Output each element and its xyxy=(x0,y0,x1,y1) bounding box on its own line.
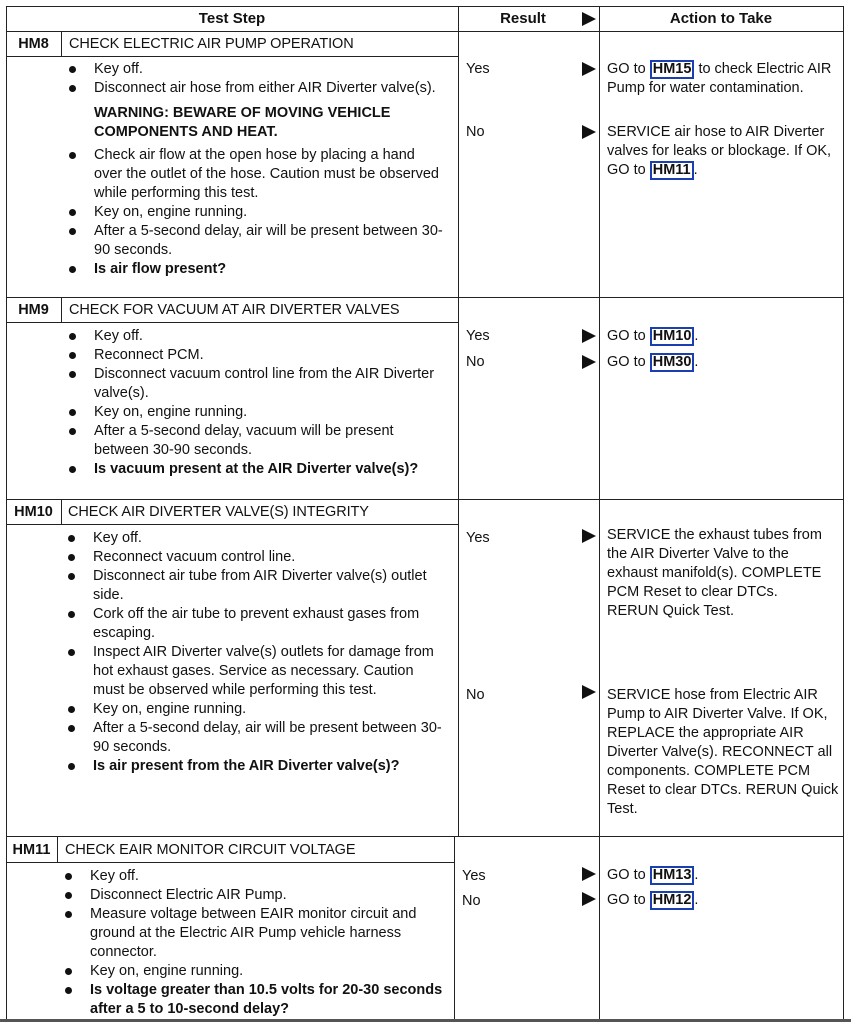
step-title: CHECK AIR DIVERTER VALVE(S) INTEGRITY xyxy=(68,504,369,520)
list-item: After a 5-second delay, air will be present between 30-90 seconds. xyxy=(67,222,447,260)
row-divider xyxy=(6,297,844,298)
list-item: Reconnect PCM. xyxy=(67,346,447,365)
action-post: . xyxy=(693,162,698,178)
question-item: Is air present from the AIR Diverter valve(s)? xyxy=(66,757,448,776)
result-label: Yes xyxy=(466,328,490,344)
result-label: Yes xyxy=(466,61,490,77)
step-title-underline xyxy=(6,322,458,323)
action-pre: GO to xyxy=(607,328,646,344)
step-title: CHECK EAIR MONITOR CIRCUIT VOLTAGE xyxy=(65,842,356,858)
step-reference-link[interactable]: HM10 xyxy=(650,327,695,346)
id-divider xyxy=(61,31,62,56)
header-action: Action to Take xyxy=(669,10,773,27)
list-item: Key on, engine running. xyxy=(67,403,447,422)
arrow-icon xyxy=(582,62,596,76)
result-label: No xyxy=(466,354,485,370)
arrow-icon xyxy=(582,329,596,343)
step-list xyxy=(67,327,447,479)
step-title-underline xyxy=(6,862,454,863)
list-item: Key off. xyxy=(67,60,447,79)
arrow-icon xyxy=(582,125,596,139)
question-item: Is air flow present? xyxy=(67,260,447,279)
action-pre: GO to xyxy=(607,892,646,908)
step-list xyxy=(63,867,445,1019)
list-item: Key off. xyxy=(66,529,448,548)
action-post: . xyxy=(694,354,699,370)
action-text xyxy=(607,327,839,346)
action-text xyxy=(607,60,839,98)
step-reference-link[interactable]: HM11 xyxy=(650,161,694,180)
action-text xyxy=(607,891,839,910)
arrow-icon xyxy=(582,867,596,881)
id-divider xyxy=(61,499,62,524)
action-text xyxy=(607,866,839,885)
action-post: . xyxy=(694,892,699,908)
id-divider xyxy=(57,836,58,862)
list-item: After a 5-second delay, vacuum will be present between 30-90 seconds. xyxy=(67,422,447,460)
column-divider xyxy=(599,6,600,1019)
table-right-border xyxy=(843,6,844,1019)
list-item: Check air flow at the open hose by placing a hand over the outlet of the hose. Caution must be observed while performing this test. xyxy=(67,146,447,203)
id-divider xyxy=(61,297,62,322)
step-id: HM11 xyxy=(12,842,51,858)
step-title-underline xyxy=(6,524,458,525)
list-item: Reconnect vacuum control line. xyxy=(66,548,448,567)
list-item: Key on, engine running. xyxy=(63,962,445,981)
step-list xyxy=(66,529,448,776)
action-post: to check Electric AIR Pump for water contamination. xyxy=(607,61,832,96)
list-item: Key on, engine running. xyxy=(66,700,448,719)
arrow-icon xyxy=(582,355,596,369)
column-divider xyxy=(458,6,459,836)
action-text: SERVICE the exhaust tubes from the AIR Diverter Valve to the exhaust manifold(s). COMPLETE PCM Reset to clear DTCs. RERUN Quick Test. xyxy=(607,527,822,619)
row-divider xyxy=(6,499,844,500)
arrow-icon xyxy=(582,529,596,543)
action-pre: GO to xyxy=(607,61,646,77)
header-result: Result xyxy=(500,10,546,27)
step-title: CHECK ELECTRIC AIR PUMP OPERATION xyxy=(69,36,354,52)
header-test-step: Test Step xyxy=(198,10,266,27)
list-item: Cork off the air tube to prevent exhaust gases from escaping. xyxy=(66,605,448,643)
step-title-underline xyxy=(6,56,458,57)
list-item: After a 5-second delay, air will be present between 30-90 seconds. xyxy=(66,719,448,757)
step-id: HM8 xyxy=(18,36,49,52)
step-id: HM9 xyxy=(18,302,49,318)
list-item: Disconnect air hose from either AIR Diverter valve(s). xyxy=(67,79,447,98)
question-item: Is voltage greater than 10.5 volts for 20-30 seconds after a 5 to 10-second delay? xyxy=(63,981,445,1019)
step-reference-link[interactable]: HM30 xyxy=(650,353,695,372)
column-divider xyxy=(454,836,455,1019)
list-item: Disconnect Electric AIR Pump. xyxy=(63,886,445,905)
step-title: CHECK FOR VACUUM AT AIR DIVERTER VALVES xyxy=(69,302,400,318)
result-label: Yes xyxy=(466,530,490,546)
step-reference-link[interactable]: HM15 xyxy=(650,60,695,79)
arrow-icon xyxy=(582,892,596,906)
result-label: No xyxy=(466,687,485,703)
list-item: Key on, engine running. xyxy=(67,203,447,222)
header-bottom-border xyxy=(6,31,844,32)
action-text xyxy=(607,353,839,372)
question-item: Is vacuum present at the AIR Diverter valve(s)? xyxy=(67,460,447,479)
action-post: . xyxy=(694,867,699,883)
action-text xyxy=(607,123,839,180)
list-item: Disconnect vacuum control line from the AIR Diverter valve(s). xyxy=(67,365,447,403)
step-id: HM10 xyxy=(14,504,53,520)
table-top-border xyxy=(6,6,844,7)
step-reference-link[interactable]: HM12 xyxy=(650,891,695,910)
list-item: Key off. xyxy=(67,327,447,346)
action-post: . xyxy=(694,328,699,344)
action-pre: SERVICE air hose to AIR Diverter valves for leaks or blockage. If OK, GO to xyxy=(607,124,832,178)
step-reference-link[interactable]: HM13 xyxy=(650,866,695,885)
result-label: Yes xyxy=(462,868,486,884)
list-item: Measure voltage between EAIR monitor circuit and ground at the Electric AIR Pump vehicle harness connector. xyxy=(63,905,445,962)
action-pre: GO to xyxy=(607,867,646,883)
action-text: SERVICE hose from Electric AIR Pump to AIR Diverter Valve. If OK, REPLACE the appropriate AIR Diverter Valve(s). RECONNECT all components. COMPLETE PCM Reset to clear DTCs. RERUN Quick Test. xyxy=(607,687,839,817)
warning-text: WARNING: BEWARE OF MOVING VEHICLE COMPONENTS AND HEAT. xyxy=(94,105,391,140)
list-item: Inspect AIR Diverter valve(s) outlets for damage from hot exhaust gases. Service as necessary. Caution must be observed while performing this test. xyxy=(66,643,448,700)
step-list xyxy=(67,60,447,279)
action-pre: GO to xyxy=(607,354,646,370)
result-label: No xyxy=(462,893,481,909)
result-label: No xyxy=(466,124,485,140)
arrow-icon xyxy=(582,685,596,699)
arrow-icon xyxy=(582,12,596,26)
page-bottom-border xyxy=(0,1019,851,1022)
list-item: Disconnect air tube from AIR Diverter valve(s) outlet side. xyxy=(66,567,448,605)
list-item: Key off. xyxy=(63,867,445,886)
row-divider xyxy=(6,836,844,837)
